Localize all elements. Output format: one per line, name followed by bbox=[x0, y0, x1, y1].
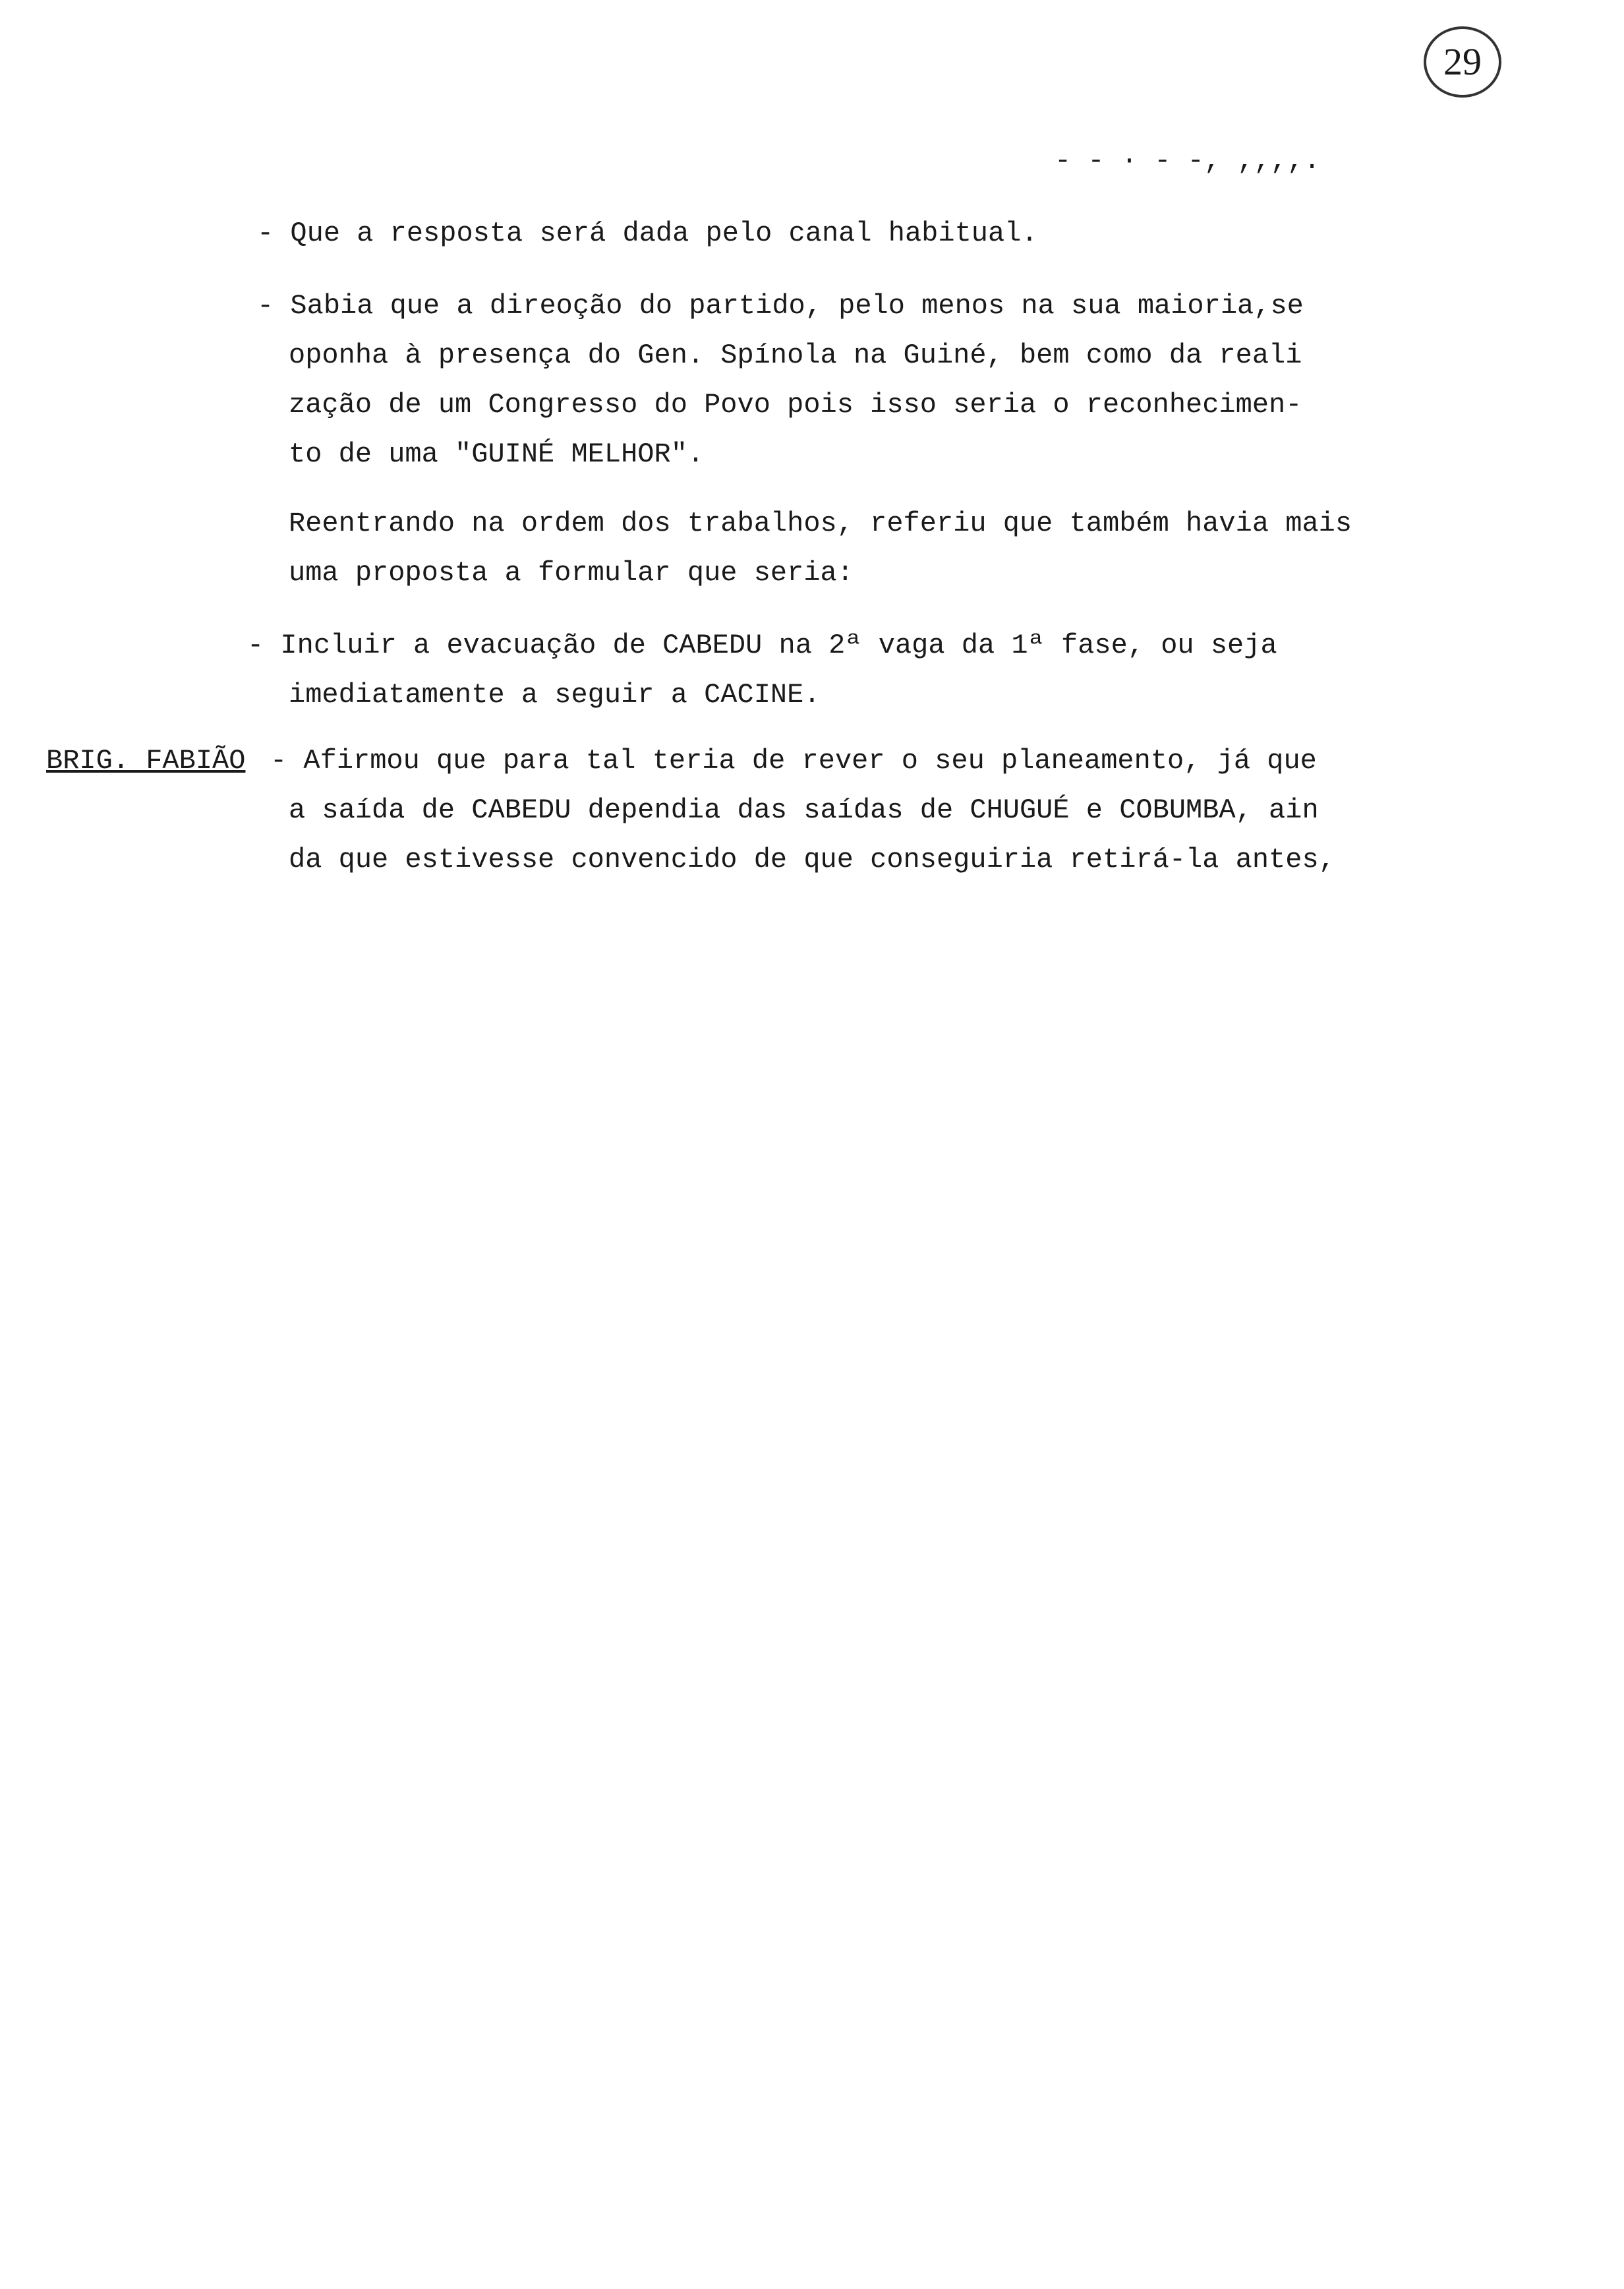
line-3: oponha à presença do Gen. Spínola na Guiné, bem como da reali bbox=[289, 340, 1302, 371]
top-mark: - - · - -, ,,,,. bbox=[1055, 145, 1321, 177]
line-6: Reentrando na ordem dos trabalhos, referiu que também havia mais bbox=[289, 508, 1352, 539]
more-line-2: da que estivesse convencido de que conseguiria retirá-la antes, bbox=[289, 844, 1335, 876]
speaker-1-line: - Afirmou que para tal teria de rever o seu planeamento, já que bbox=[270, 745, 1317, 777]
line-8: - Incluir a evacuação de CABEDU na 2ª vaga da 1ª fase, ou seja bbox=[247, 630, 1277, 661]
line-9: imediatamente a seguir a CACINE. bbox=[289, 679, 821, 711]
line-4: zação de um Congresso do Povo pois isso seria o reconhecimen- bbox=[289, 389, 1302, 421]
line-2: - Sabia que a direoção do partido, pelo menos na sua maioria,se bbox=[257, 290, 1304, 322]
speaker-1: BRIG. FABIÃO bbox=[46, 745, 246, 777]
more-line-1: a saída de CABEDU dependia das saídas de CHUGUÉ e COBUMBA, ain bbox=[289, 794, 1319, 826]
line-1: - Que a resposta será dada pelo canal habitual. bbox=[257, 218, 1038, 249]
line-5: to de uma "GUINÉ MELHOR". bbox=[289, 438, 705, 470]
line-7: uma proposta a formular que seria: bbox=[289, 557, 854, 589]
page-number: 29 bbox=[1424, 26, 1501, 98]
